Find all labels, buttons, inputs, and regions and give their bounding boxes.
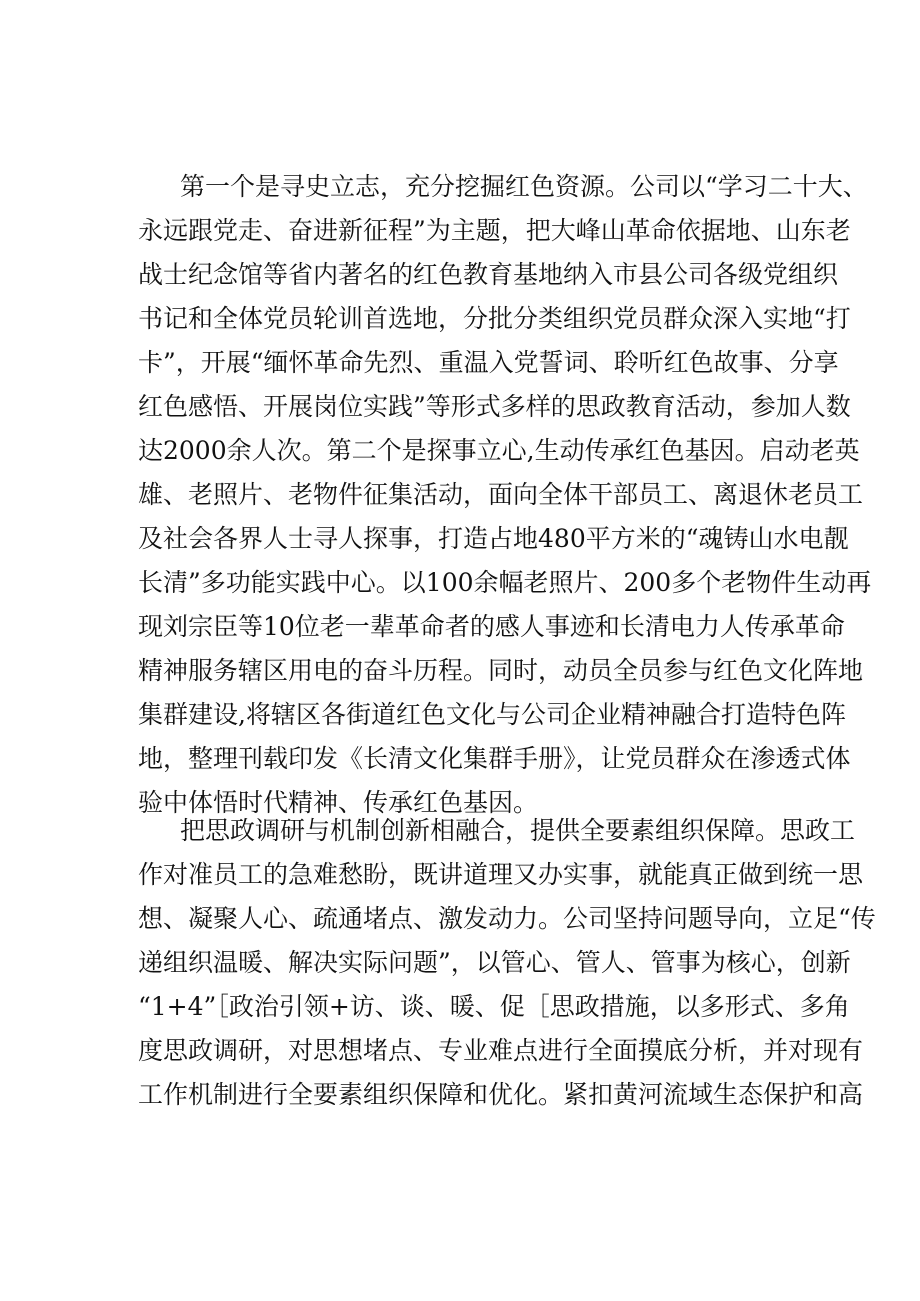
paragraph-line: 递组织温暖、解决实际问题”，以管心、管人、管事为核心，创新 <box>138 948 851 977</box>
paragraph-line: 战士纪念馆等省内著名的红色教育基地纳入市县公司各级党组织 <box>138 260 839 289</box>
paragraph-research-mechanism <box>138 809 876 1117</box>
paragraph-line: 地，整理刊载印发《长清文化集群手册》，让党员群众在渗透式体 <box>138 744 851 773</box>
paragraph-line: 集群建设,将辖区各街道红色文化与公司企业精神融合打造特色阵 <box>138 700 846 729</box>
paragraph-line: 及社会各界人士寻人探事，打造占地480平方米的“魂铸山水电靓 <box>138 524 849 553</box>
paragraph-line: 达2000余人次。第二个是探事立心,生动传承红色基因。启动老英 <box>138 436 860 465</box>
paragraph-line: 工作机制进行全要素组织保障和优化。紧扣黄河流域生态保护和高 <box>138 1080 864 1109</box>
paragraph-line: 第一个是寻史立志，充分挖掘红色资源。公司以“学习二十大、 <box>180 172 868 201</box>
paragraph-line: 验中体悟时代精神、传承红色基因。 <box>138 788 539 817</box>
paragraph-line: 精神服务辖区用电的奋斗历程。同时，动员全员参与红色文化阵地 <box>138 656 864 685</box>
paragraph-line: 度思政调研，对思想堵点、专业难点进行全面摸底分析，并对现有 <box>138 1036 864 1065</box>
paragraph-line: 作对准员工的急难愁盼，既讲道理又办实事，就能真正做到统一思 <box>138 860 864 889</box>
paragraph-line: 卡”，开展“缅怀革命先烈、重温入党誓词、聆听红色故事、分享 <box>138 348 839 377</box>
paragraph-line: 把思政调研与机制创新相融合，提供全要素组织保障。思政工 <box>180 816 856 845</box>
paragraph-line: 书记和全体党员轮训首选地，分批分类组织党员群众深入实地“打 <box>138 304 851 333</box>
paragraph-line: 长清”多功能实践中心。以100余幅老照片、200多个老物件生动再 <box>138 568 872 597</box>
paragraph-line: 永远跟党走、奋进新征程”为主题，把大峰山革命依据地、山东老 <box>138 216 851 245</box>
paragraph-line: 想、凝聚人心、疏通堵点、激发动力。公司坚持问题导向，立足“传 <box>138 904 876 933</box>
paragraph-line: 雄、老照片、老物件征集活动，面向全体干部员工、离退休老员工 <box>138 480 864 509</box>
paragraph-line: 现刘宗臣等10位老一辈革命者的感人事迹和长清电力人传承革命 <box>138 612 845 641</box>
paragraph-red-resources <box>138 165 872 825</box>
paragraph-line: “1+4”［政治引领+访、谈、暖、促［思政措施，以多形式、多角 <box>138 992 850 1021</box>
paragraph-line: 红色感悟、开展岗位实践”等形式多样的思政教育活动，参加人数 <box>138 392 851 421</box>
